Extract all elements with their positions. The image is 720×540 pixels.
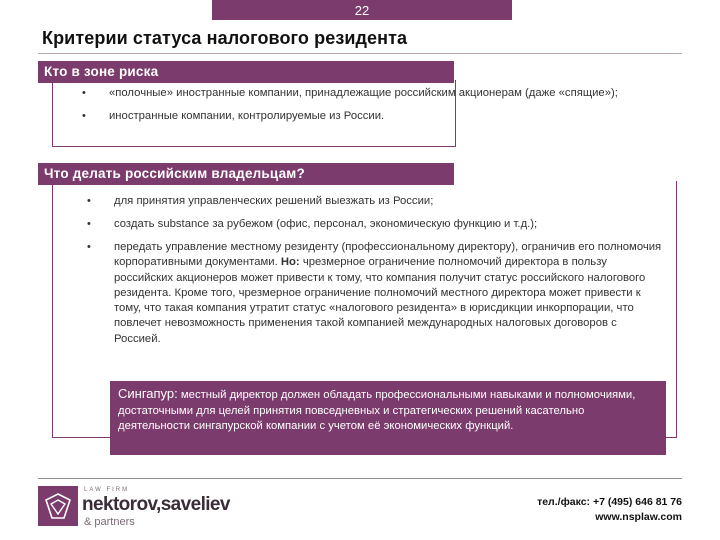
item-emphasis: Но: (280, 256, 300, 269)
risk-list (82, 86, 682, 132)
note-lead: Сингапур: (118, 386, 178, 401)
logo-partners: & partners (84, 516, 135, 528)
note-text: местный директор должен обладать профессиональными навыками и полномочиями, достаточными для целей принятия повседневных и стратегических решений касательно деятельности сингапурской компании с учетом её экономических функций. (118, 389, 636, 433)
actions-list (87, 194, 662, 355)
phone-fax: тел./факс: +7 (495) 646 81 76 (537, 496, 682, 508)
list-item (87, 240, 662, 347)
website-link[interactable]: www.nsplaw.com (595, 511, 682, 523)
list-item: • иностранные компании, контролируемые из России. (82, 109, 682, 124)
singapore-note (110, 381, 666, 455)
logo-tagline: LAW FIRM (84, 487, 130, 493)
list-item: • для принятия управленческих решений выезжать из России; (87, 194, 662, 209)
item-text-rest: чрезмерное ограничение полномочий директора в пользу российских акционеров может привести к тому, что компания получит статус российского налогового резидента. Кроме того, чрезмерное ограничение полномочий местного директора может привести к тому, что такая компания утратит статус «налогового резидента» в юрисдикции инкорпорации, что повлечет невозможность применения такой компанией международных налоговых договоров с Россией. (114, 256, 646, 345)
risk-section-header: Кто в зоне риска (38, 61, 454, 83)
actions-section-header: Что делать российским владельцам? (38, 163, 454, 185)
page-number: 22 (212, 0, 512, 20)
footer-divider (38, 478, 682, 479)
logo-name: nektorov,saveliev (82, 494, 230, 515)
title-divider (38, 53, 682, 54)
list-item: • создать substance за рубежом (офис, персонал, экономическую функцию и т.д.); (87, 217, 662, 232)
list-item: • «полочные» иностранные компании, принадлежащие российским акционерам (даже «спящие»); (82, 86, 682, 101)
item-text: передать управление местному резиденту (профессиональному директору), ограничив его полномочия корпоративными документами. (114, 241, 662, 269)
logo-icon (38, 486, 78, 526)
page-title: Критерии статуса налогового резидента (42, 28, 408, 48)
contact-block (537, 495, 682, 525)
